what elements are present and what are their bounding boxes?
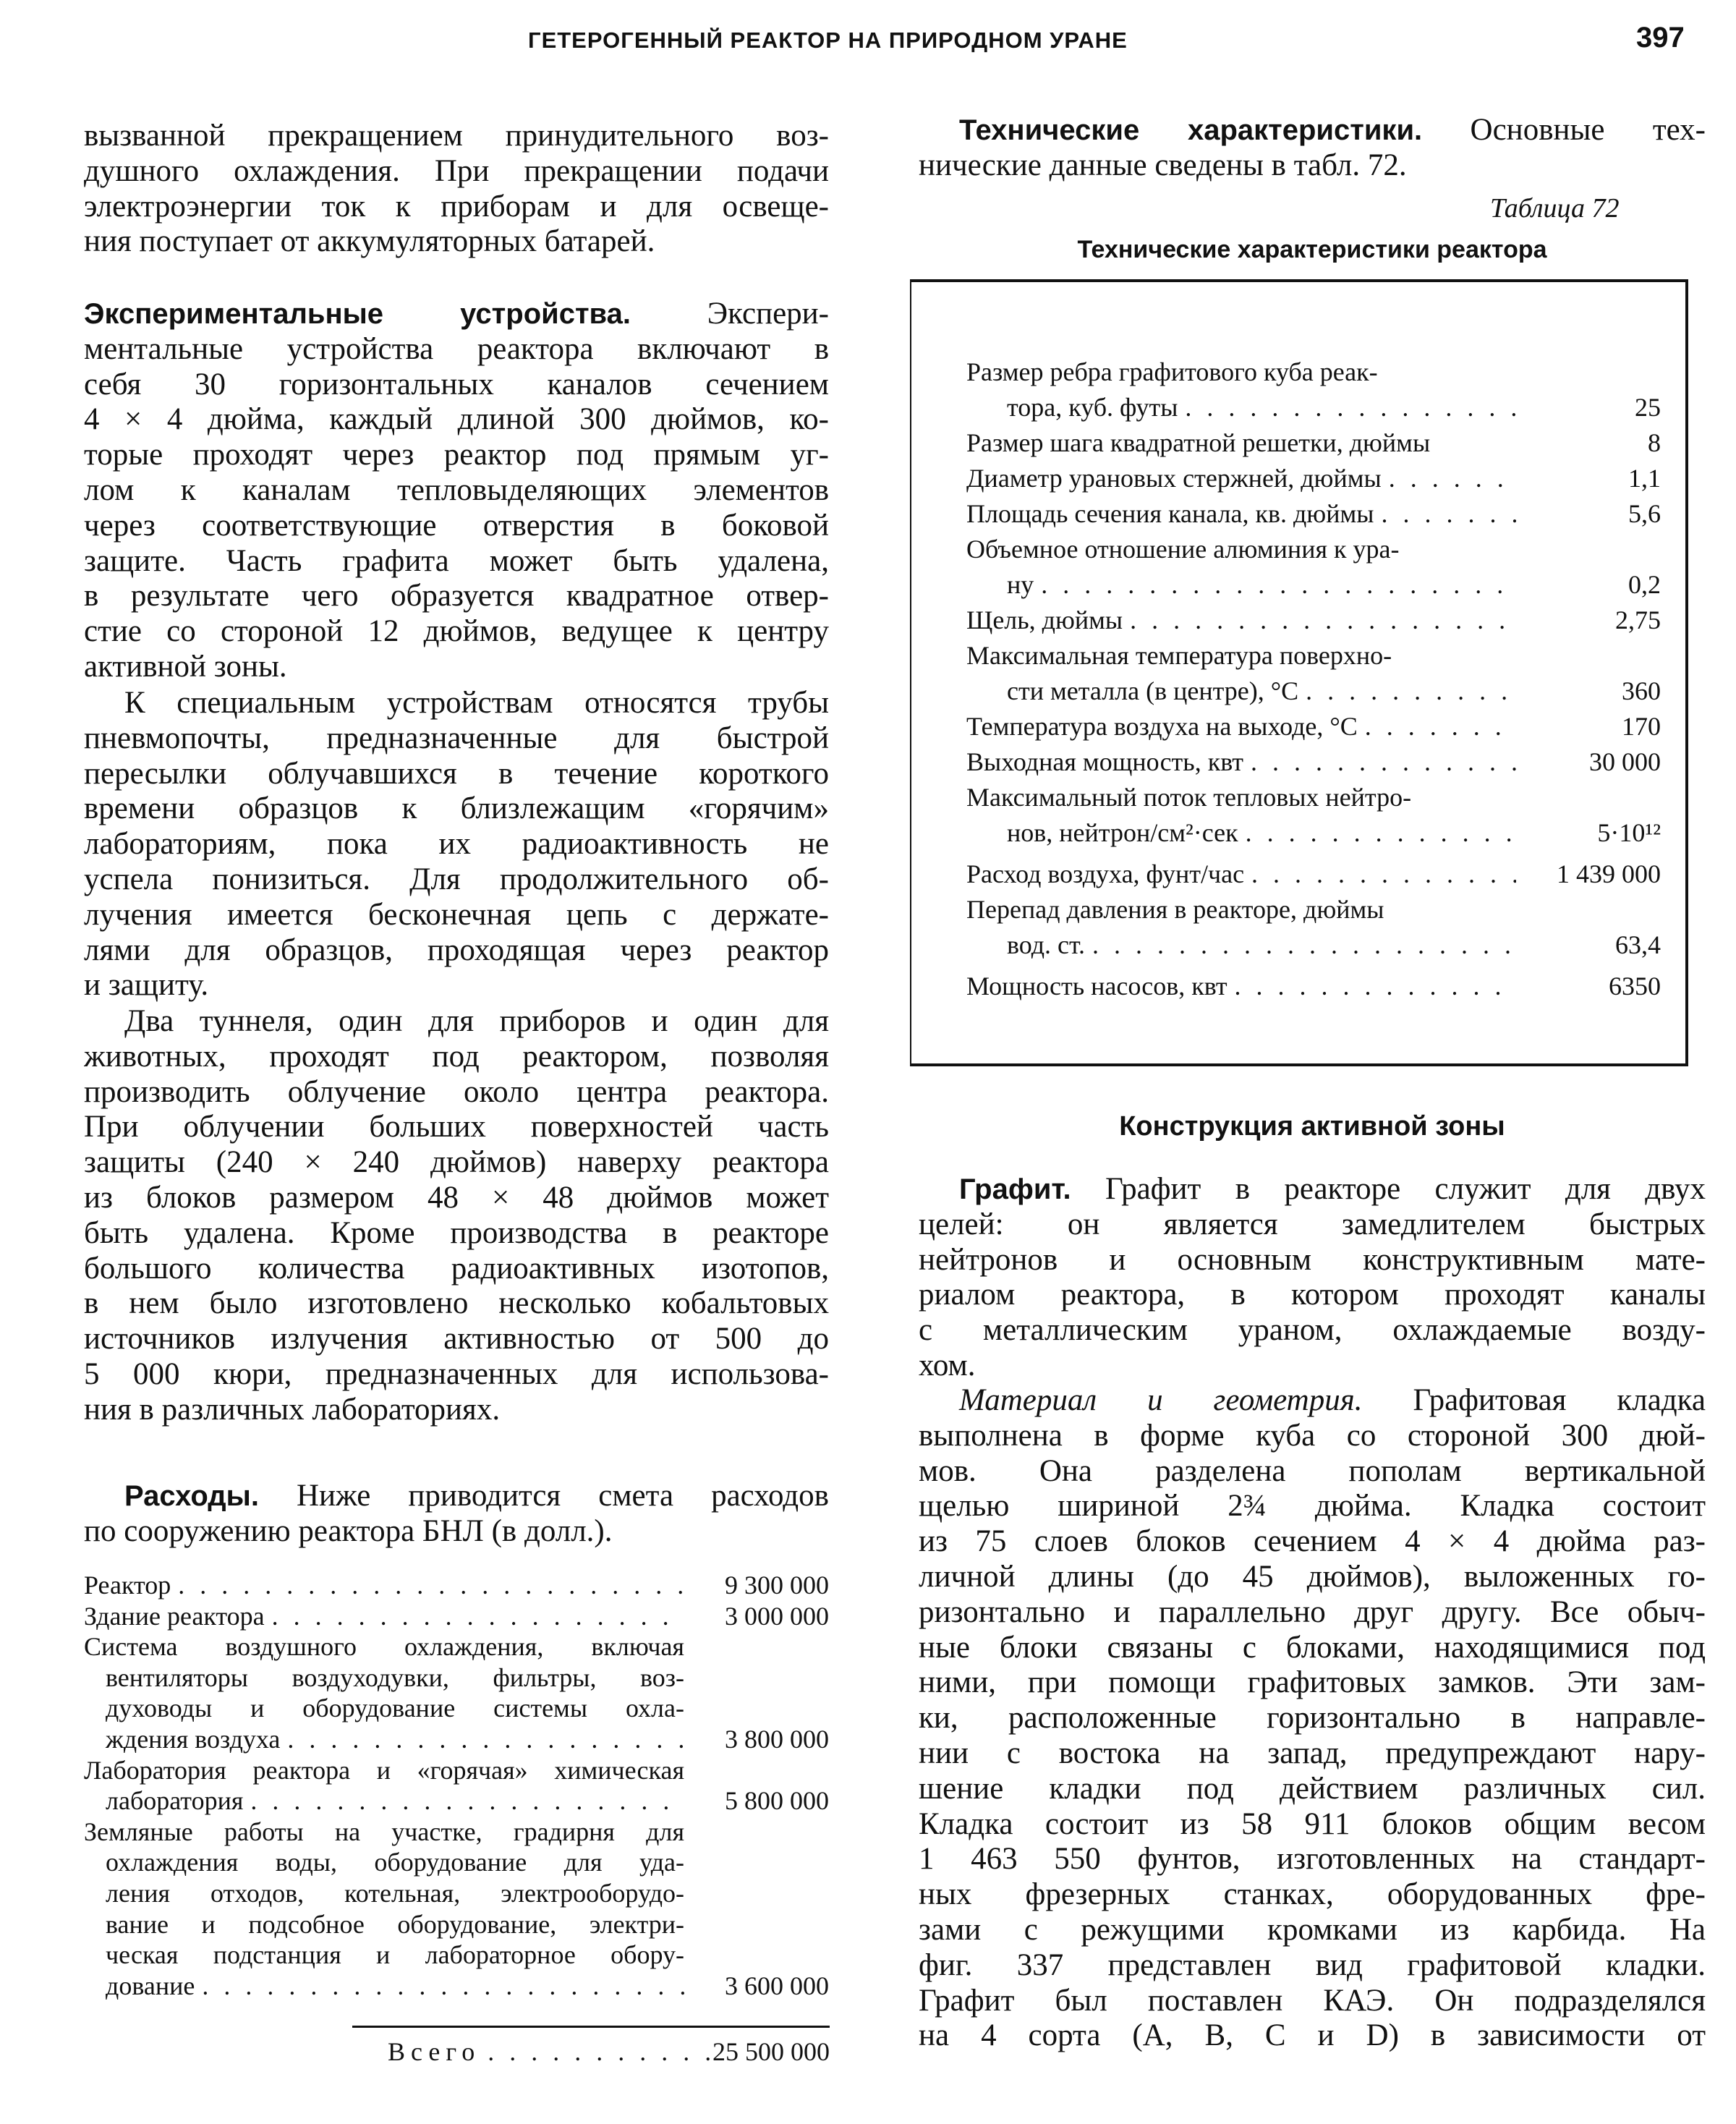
text-line: с металлическим ураном, охлаждаемые возду- [919,1313,1706,1348]
section-title: Конструкция активной зоны [1119,1111,1505,1142]
total-rule [352,2026,830,2028]
label-line [966,709,1516,744]
dot-leader [1243,744,1516,780]
text-line: ния в различных лабораториях. [84,1392,501,1427]
cost-item [84,1601,829,1632]
dot-leader [280,1724,684,1755]
cost-label [84,1755,684,1817]
text-span: Ниже приводится смета расходов [258,1479,829,1513]
text-line: источников излучения активностью от 500 до [84,1322,829,1356]
label-line [966,532,1516,567]
label-line [84,1847,684,1878]
text-line: животных, проходят под реактором, позволяя [84,1039,829,1074]
text-line: ризонтально и параллельно друг другу. Все обыч- [919,1594,1706,1629]
text-line: вызванной прекращением принудительного воз- [84,119,829,153]
label-text: ческая подстанция и лабораторное обору- [106,1940,684,1970]
text-line: нические данные сведены в табл. 72. [919,148,1407,182]
table-row [966,780,1661,851]
text-line: ментальные устройства реактора включают в [84,331,829,366]
label-text: Площадь сечения канала, кв. дюймы [966,499,1374,528]
total-label: Всего [388,2037,481,2066]
table-row [966,744,1661,780]
cost-item [84,1631,829,1754]
text-line: стие со стороной 12 дюймов, ведущее к центру [84,614,829,649]
dot-leader [1178,390,1516,425]
row-label [966,744,1516,780]
text-span: Экспери- [630,297,829,331]
page-number: 397 [1636,22,1685,54]
cost-label [84,1601,684,1632]
label-text: Максимальная температура поверхно- [966,641,1392,670]
label-text: Диаметр урановых стержней, дюймы [966,464,1382,493]
table-caption: Таблица 72 [1490,193,1620,224]
row-value: 360 [1622,676,1661,705]
text-line: 5 000 кюри, предназначенных для использова- [84,1356,829,1391]
paragraph-tech-specs [919,113,1706,184]
text-line: шение кладки под действием различных сил. [919,1771,1706,1806]
text-line: нейтронов и основным конструктивным мате- [919,1242,1706,1277]
text-line: быть удалена. Кроме производства в реакторе [84,1215,829,1250]
text-line [919,113,1706,148]
total-value: 25 500 000 [712,2037,830,2066]
costs-list [84,1570,829,2001]
row-label [966,603,1516,638]
row-value: 2,75 [1615,606,1661,634]
text-line: 1 463 550 фунтов, изготовленных на стандарт- [919,1842,1706,1877]
text-line: Два туннеля, один для приборов и один для [124,1004,829,1038]
table-row [966,892,1661,963]
label-text: духоводы и оборудование системы охла- [106,1694,684,1723]
text-line: большого количества радиоактивных изотопов, [84,1251,829,1286]
row-label [966,638,1516,709]
row-label [966,354,1516,425]
dot-leader [1238,815,1516,851]
label-text: тора, куб. футы [1007,393,1178,422]
text-line: ния поступает от аккумуляторных батарей. [84,224,655,259]
label-text: Лаборатория реактора и «горячая» химическая [84,1755,684,1785]
paragraph-experimental-devices [84,297,829,685]
label-text: Мощность насосов, квт [966,972,1227,1001]
label-text: Температура воздуха на выходе, °C [966,712,1358,741]
label-line [966,567,1516,603]
label-text: Щель, дюймы [966,606,1123,634]
text-line: активной зоны. [84,649,287,684]
table-row [966,496,1661,532]
text-line: мов. Она разделена пополам вертикальной [919,1453,1706,1488]
text-line: себя 30 горизонтальных каналов сечением [84,367,829,402]
text-line: целей: он является замедлителем быстрых [919,1207,1706,1241]
dot-leader [1085,927,1516,963]
label-text: вание и подсобное оборудование, электри- [106,1909,684,1939]
dot-leader [265,1601,684,1632]
label-text: Система воздушного охлаждения, включая [84,1632,684,1662]
row-label [966,425,1516,461]
text-line: защите. Часть графита может быть удалена, [84,543,829,578]
label-text: вод. ст. [1007,930,1086,959]
text-line [919,1383,1706,1419]
text-line: пневмопочты, предназначенные для быстрой [84,721,829,755]
label-line [966,390,1516,425]
label-text: Реактор [84,1571,171,1600]
label-text: лаборатория [106,1786,244,1816]
label-line [966,815,1516,851]
row-label [966,780,1516,851]
label-line [84,1817,684,1848]
row-label [966,892,1516,963]
text-line: ных фрезерных станках, оборудованных фре- [919,1877,1706,1912]
label-line [966,780,1516,815]
paragraph-lead: Графит. [959,1173,1071,1205]
text-line: лями для образцов, проходящая через реактор [84,933,829,967]
label-line [84,1601,684,1632]
label-text: ления отходов, котельная, электрооборудо- [106,1878,684,1908]
row-value: 0,2 [1628,570,1661,599]
text-line: 4 × 4 дюйма, каждый длиной 300 дюймов, ко- [84,402,829,437]
cost-item [84,1570,829,1601]
cost-label [84,1631,684,1754]
paragraph-graphite [919,1172,1706,1384]
table-row [966,425,1661,461]
spec-table [910,279,1688,1066]
text-line [919,1172,1706,1207]
table-row [966,461,1661,496]
label-text: Размер шага квадратной решетки, дюймы [966,428,1431,457]
table-title: Технические характеристики реактора [1077,236,1547,263]
text-line: по сооружению реактора БНЛ (в долл.). [84,1513,613,1548]
text-line: личной длины (до 45 дюймов), выложенных го- [919,1559,1706,1594]
text-line: риалом реактора, в котором проходят каналы [919,1278,1706,1312]
paragraph-lead: Технические характеристики. [959,114,1423,146]
label-line [966,892,1516,927]
label-line [84,1631,684,1662]
table-row [966,603,1661,638]
row-value: 25 [1635,393,1661,422]
label-text: Объемное отношение алюминия к ура- [966,535,1400,564]
row-label [966,709,1516,744]
paragraph-lead: Материал и геометрия. [959,1383,1363,1417]
table-row [966,709,1661,744]
dot-leader [195,1971,684,2002]
label-text: вентиляторы воздуходувки, фильтры, воз- [106,1662,684,1692]
label-line [84,1909,684,1940]
label-text: Размер ребра графитового куба реак- [966,357,1378,386]
label-line [966,425,1516,461]
row-label [966,496,1516,532]
text-line: лучения имеется бесконечная цепь с держате- [84,897,829,932]
text-line: ки, расположенные горизонтально в направле- [919,1701,1706,1736]
text-line: Кладка состоит из 58 911 блоков общим весом [919,1806,1706,1841]
cost-label [84,1570,684,1601]
text-line: торые проходят через реактор под прямым уг- [84,438,829,472]
dot-leader [1358,709,1516,744]
row-value: 8 [1648,428,1661,457]
paragraph [84,1004,829,1428]
text-line: зами с режущими кромками из карбида. На [919,1912,1706,1947]
row-label [966,532,1516,603]
text-line: При облучении больших поверхностей часть [84,1110,829,1144]
paragraph-lead: Расходы. [124,1480,259,1512]
row-value: 5,6 [1628,499,1661,528]
label-line [84,1878,684,1909]
label-line [84,1785,684,1817]
text-span: Графит в реакторе служит для двух [1071,1172,1706,1206]
table-row [966,532,1661,603]
label-line [966,927,1516,963]
cost-value: 3 600 000 [725,1971,829,2000]
text-line: щелью шириной 2¾ дюйма. Кладка состоит [919,1489,1706,1524]
cost-value: 9 300 000 [725,1571,829,1600]
text-line: успела понизиться. Для продолжительного об- [84,862,829,896]
text-span: Графитовая кладка [1362,1383,1706,1417]
text-line: Графит был поставлен КАЭ. Он подразделялся [919,1983,1706,2018]
row-value: 170 [1622,712,1661,741]
label-line [966,461,1516,496]
text-line [84,1479,829,1514]
label-text: Перепад давления в реакторе, дюймы [966,895,1384,924]
label-line [966,857,1516,892]
text-line: хом. [919,1348,976,1382]
label-text: Расход воздуха, фунт/час [966,859,1245,888]
text-line: из 75 слоев блоков сечением 4 × 4 дюйма раз- [919,1524,1706,1559]
row-value: 30 000 [1589,747,1661,776]
label-line [966,638,1516,674]
text-line: электроэнергии ток к приборам и для освеще- [84,189,829,224]
label-text: Выходная мощность, квт [966,747,1244,776]
text-line: в результате чего образуется квадратное отвер- [84,579,829,613]
label-text: Земляные работы на участке, градирня для [84,1817,684,1846]
text-line: лом к каналам тепловыделяющих элементов [84,472,829,507]
label-text: ну [1007,570,1034,599]
text-line: ные блоки связаны с блоками, находящимися под [919,1630,1706,1665]
dot-leader [1382,461,1516,496]
label-text: Максимальный поток тепловых нейтро- [966,783,1412,812]
table-row [966,857,1661,892]
table-row [966,354,1661,425]
text-line: времени образцов к близлежащим «горячим» [84,791,829,826]
text-line: в нем было изготовлено несколько кобальтовых [84,1286,829,1321]
text-line: и защиту. [84,968,209,1003]
label-line [966,354,1516,390]
cost-value: 5 800 000 [725,1786,829,1816]
label-line [966,674,1516,709]
running-head: ГЕТЕРОГЕННЫЙ РЕАКТОР НА ПРИРОДНОМ УРАНЕ [528,27,1128,53]
text-line: пересылки облучавшихся в течение короткого [84,756,829,791]
text-line: из блоков размером 48 × 48 дюймов может [84,1180,829,1215]
text-line: на 4 сорта (A, B, C и D) в зависимости от [919,2018,1706,2053]
label-line [84,1724,684,1755]
dot-leader [1374,496,1516,532]
dot-leader [243,1785,684,1817]
label-line [84,1755,684,1786]
row-label [966,461,1516,496]
text-line: К специальным устройствам относятся трубы [124,686,829,720]
label-line [84,1940,684,1971]
paragraph-lead: Экспериментальные устройства. [84,298,631,330]
dot-leader [1034,567,1516,603]
label-text: ждения воздуха [106,1724,281,1754]
label-text: охлаждения воды, оборудование для уда- [106,1848,684,1877]
label-text: сти металла (в центре), °C [1007,676,1299,705]
row-value: 5·10¹² [1597,818,1661,847]
text-line [84,297,829,332]
costs-total [388,2036,830,2067]
cost-item [84,1817,829,2002]
paragraph-material-geometry [919,1383,1706,2054]
dot-leader [1123,603,1516,638]
label-line [84,1693,684,1724]
text-line: ними, при помощи графитовых замков. Эти зам- [919,1665,1706,1700]
dot-leader [171,1570,684,1601]
label-line [84,1570,684,1601]
row-value: 1 439 000 [1557,859,1661,888]
cost-value: 3 800 000 [725,1724,829,1754]
row-value: 1,1 [1628,464,1661,493]
row-label [966,969,1516,1004]
label-line [966,603,1516,638]
text-line: производить облучение около центра реактора. [84,1074,829,1109]
paragraph-costs [84,1479,829,1550]
label-text: дование [106,1971,195,2000]
row-label [966,857,1516,892]
text-line: душного охлаждения. При прекращении подачи [84,153,829,188]
text-line: лабораториям, пока их радиоактивность не [84,827,829,862]
label-line [966,496,1516,532]
dot-leader [1244,857,1516,892]
cost-item [84,1755,829,1817]
row-value: 63,4 [1615,930,1661,959]
paragraph [84,119,829,260]
row-value: 6350 [1609,972,1661,1001]
table-row [966,969,1661,1004]
label-line [84,1971,684,2002]
text-line: защиты (240 × 240 дюймов) наверху реактора [84,1145,829,1180]
text-line: нии с востока на запад, предупреждают нару- [919,1736,1706,1770]
dot-leader [1227,969,1516,1004]
table-row [966,638,1661,709]
label-text: Здание реактора [84,1601,265,1631]
paragraph [84,686,829,1003]
text-line: через соответствующие отверстия в боковой [84,508,829,543]
label-line [84,1662,684,1694]
label-line [966,744,1516,780]
text-span: Основные тех- [1422,113,1706,147]
text-line: фиг. 337 представлен вид графитовой кладки. [919,1947,1706,1982]
cost-value: 3 000 000 [725,1601,829,1631]
cost-label [84,1817,684,2002]
label-line [966,969,1516,1004]
dot-leader [1298,674,1516,709]
label-text: нов, нейтрон/см²·сек [1007,818,1238,847]
text-line: выполнена в форме куба со стороной 300 дюй- [919,1418,1706,1453]
